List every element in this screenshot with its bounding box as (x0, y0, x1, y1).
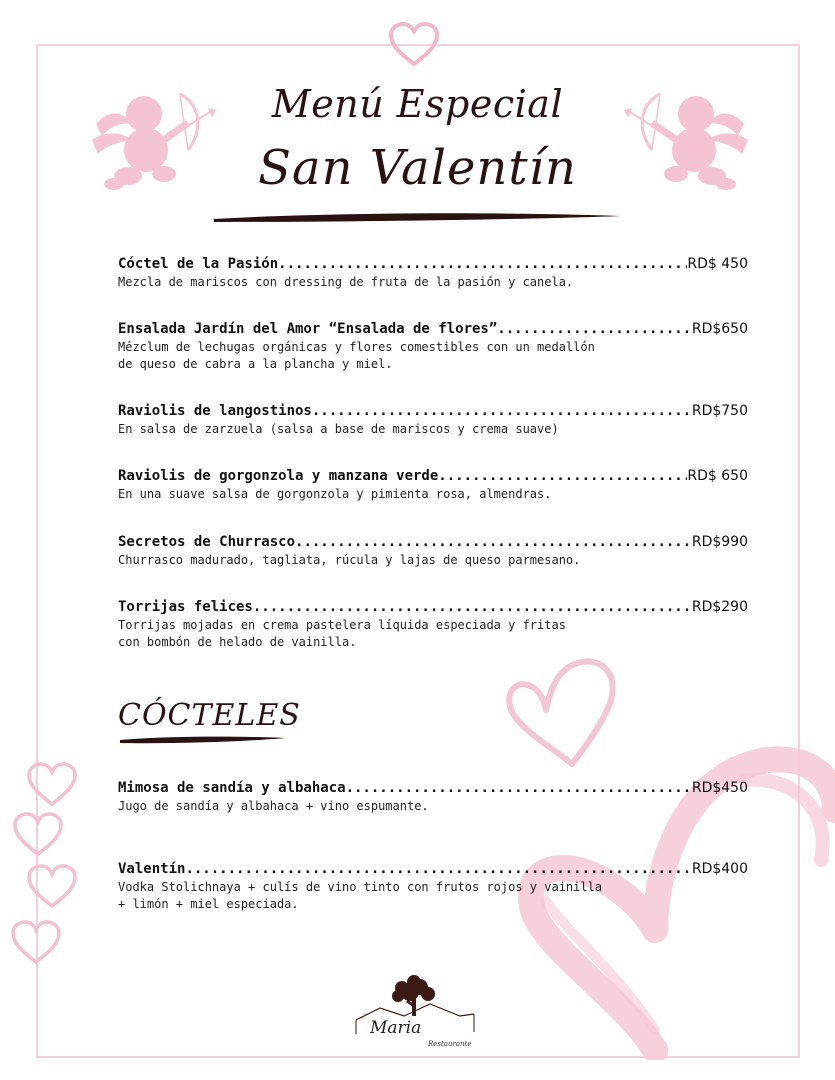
small-heart-icon (10, 920, 62, 966)
menu-item (118, 256, 748, 291)
dot-leader (497, 321, 692, 337)
section-underline (118, 734, 288, 746)
item-price: RD$290 (691, 599, 748, 615)
dot-leader (185, 861, 691, 877)
item-description: Vodka Stolichnaya + culís de vino tinto con frutos rojos y vainilla + limón + miel especiada. (118, 880, 603, 911)
item-description: Mézclum de lechugas orgánicas y flores comestibles con un medallón de queso de cabra a la plancha y miel. (118, 340, 595, 371)
menu-item (118, 403, 748, 438)
dot-leader (438, 468, 687, 484)
item-description: Jugo de sandía y albahaca + vino espumante. (118, 799, 429, 813)
logo-subtitle: Restaurante (428, 1040, 472, 1048)
small-heart-icon (26, 864, 78, 910)
title-underline (212, 210, 624, 226)
top-heart-icon (388, 22, 440, 68)
cocktail-item (118, 861, 748, 913)
item-description: En una suave salsa de gorgonzola y pimienta rosa, almendras. (118, 487, 552, 501)
item-name: Torrijas felices (118, 599, 253, 615)
cocktail-item (118, 780, 748, 815)
item-name: Mimosa de sandía y albahaca (118, 780, 346, 796)
item-price: RD$450 (691, 780, 748, 796)
dot-leader (312, 403, 692, 419)
item-description: Mezcla de mariscos con dressing de fruta de la pasión y canela. (118, 275, 574, 289)
item-name: Valentín (118, 861, 186, 877)
dot-leader (253, 599, 692, 615)
logo-name: Maria (370, 1018, 422, 1038)
section-title-cocktails: CÓCTELES (118, 698, 301, 733)
item-price: RD$990 (691, 534, 748, 550)
menu-subtitle: San Valentín (258, 140, 577, 196)
item-price: RD$650 (691, 321, 748, 337)
item-name: Raviolis de gorgonzola y manzana verde (118, 468, 439, 484)
small-heart-icon (12, 812, 64, 858)
item-name: Raviolis de langostinos (118, 403, 312, 419)
menu-item (118, 321, 748, 373)
dot-leader (295, 534, 692, 550)
menu-item (118, 468, 748, 503)
menu-title: Menú Especial (271, 82, 564, 126)
menu-item (118, 599, 748, 651)
item-description: En salsa de zarzuela (salsa a base de mariscos y crema suave) (118, 422, 559, 436)
item-name: Cóctel de la Pasión (118, 256, 279, 272)
item-name: Secretos de Churrasco (118, 534, 296, 550)
dot-leader (346, 780, 692, 796)
item-price: RD$ 650 (687, 468, 748, 484)
dot-leader (278, 256, 687, 272)
item-price: RD$ 450 (687, 256, 748, 272)
item-name: Ensalada Jardín del Amor “Ensalada de flores” (118, 321, 498, 337)
menu-item (118, 534, 748, 569)
item-description: Torrijas mojadas en crema pastelera líquida especiada y fritas con bombón de helado de vainilla. (118, 618, 566, 649)
small-heart-icon (26, 762, 78, 808)
item-description: Churrasco madurado, tagliata, rúcula y lajas de queso parmesano. (118, 553, 581, 567)
item-price: RD$400 (691, 861, 748, 877)
item-price: RD$750 (691, 403, 748, 419)
